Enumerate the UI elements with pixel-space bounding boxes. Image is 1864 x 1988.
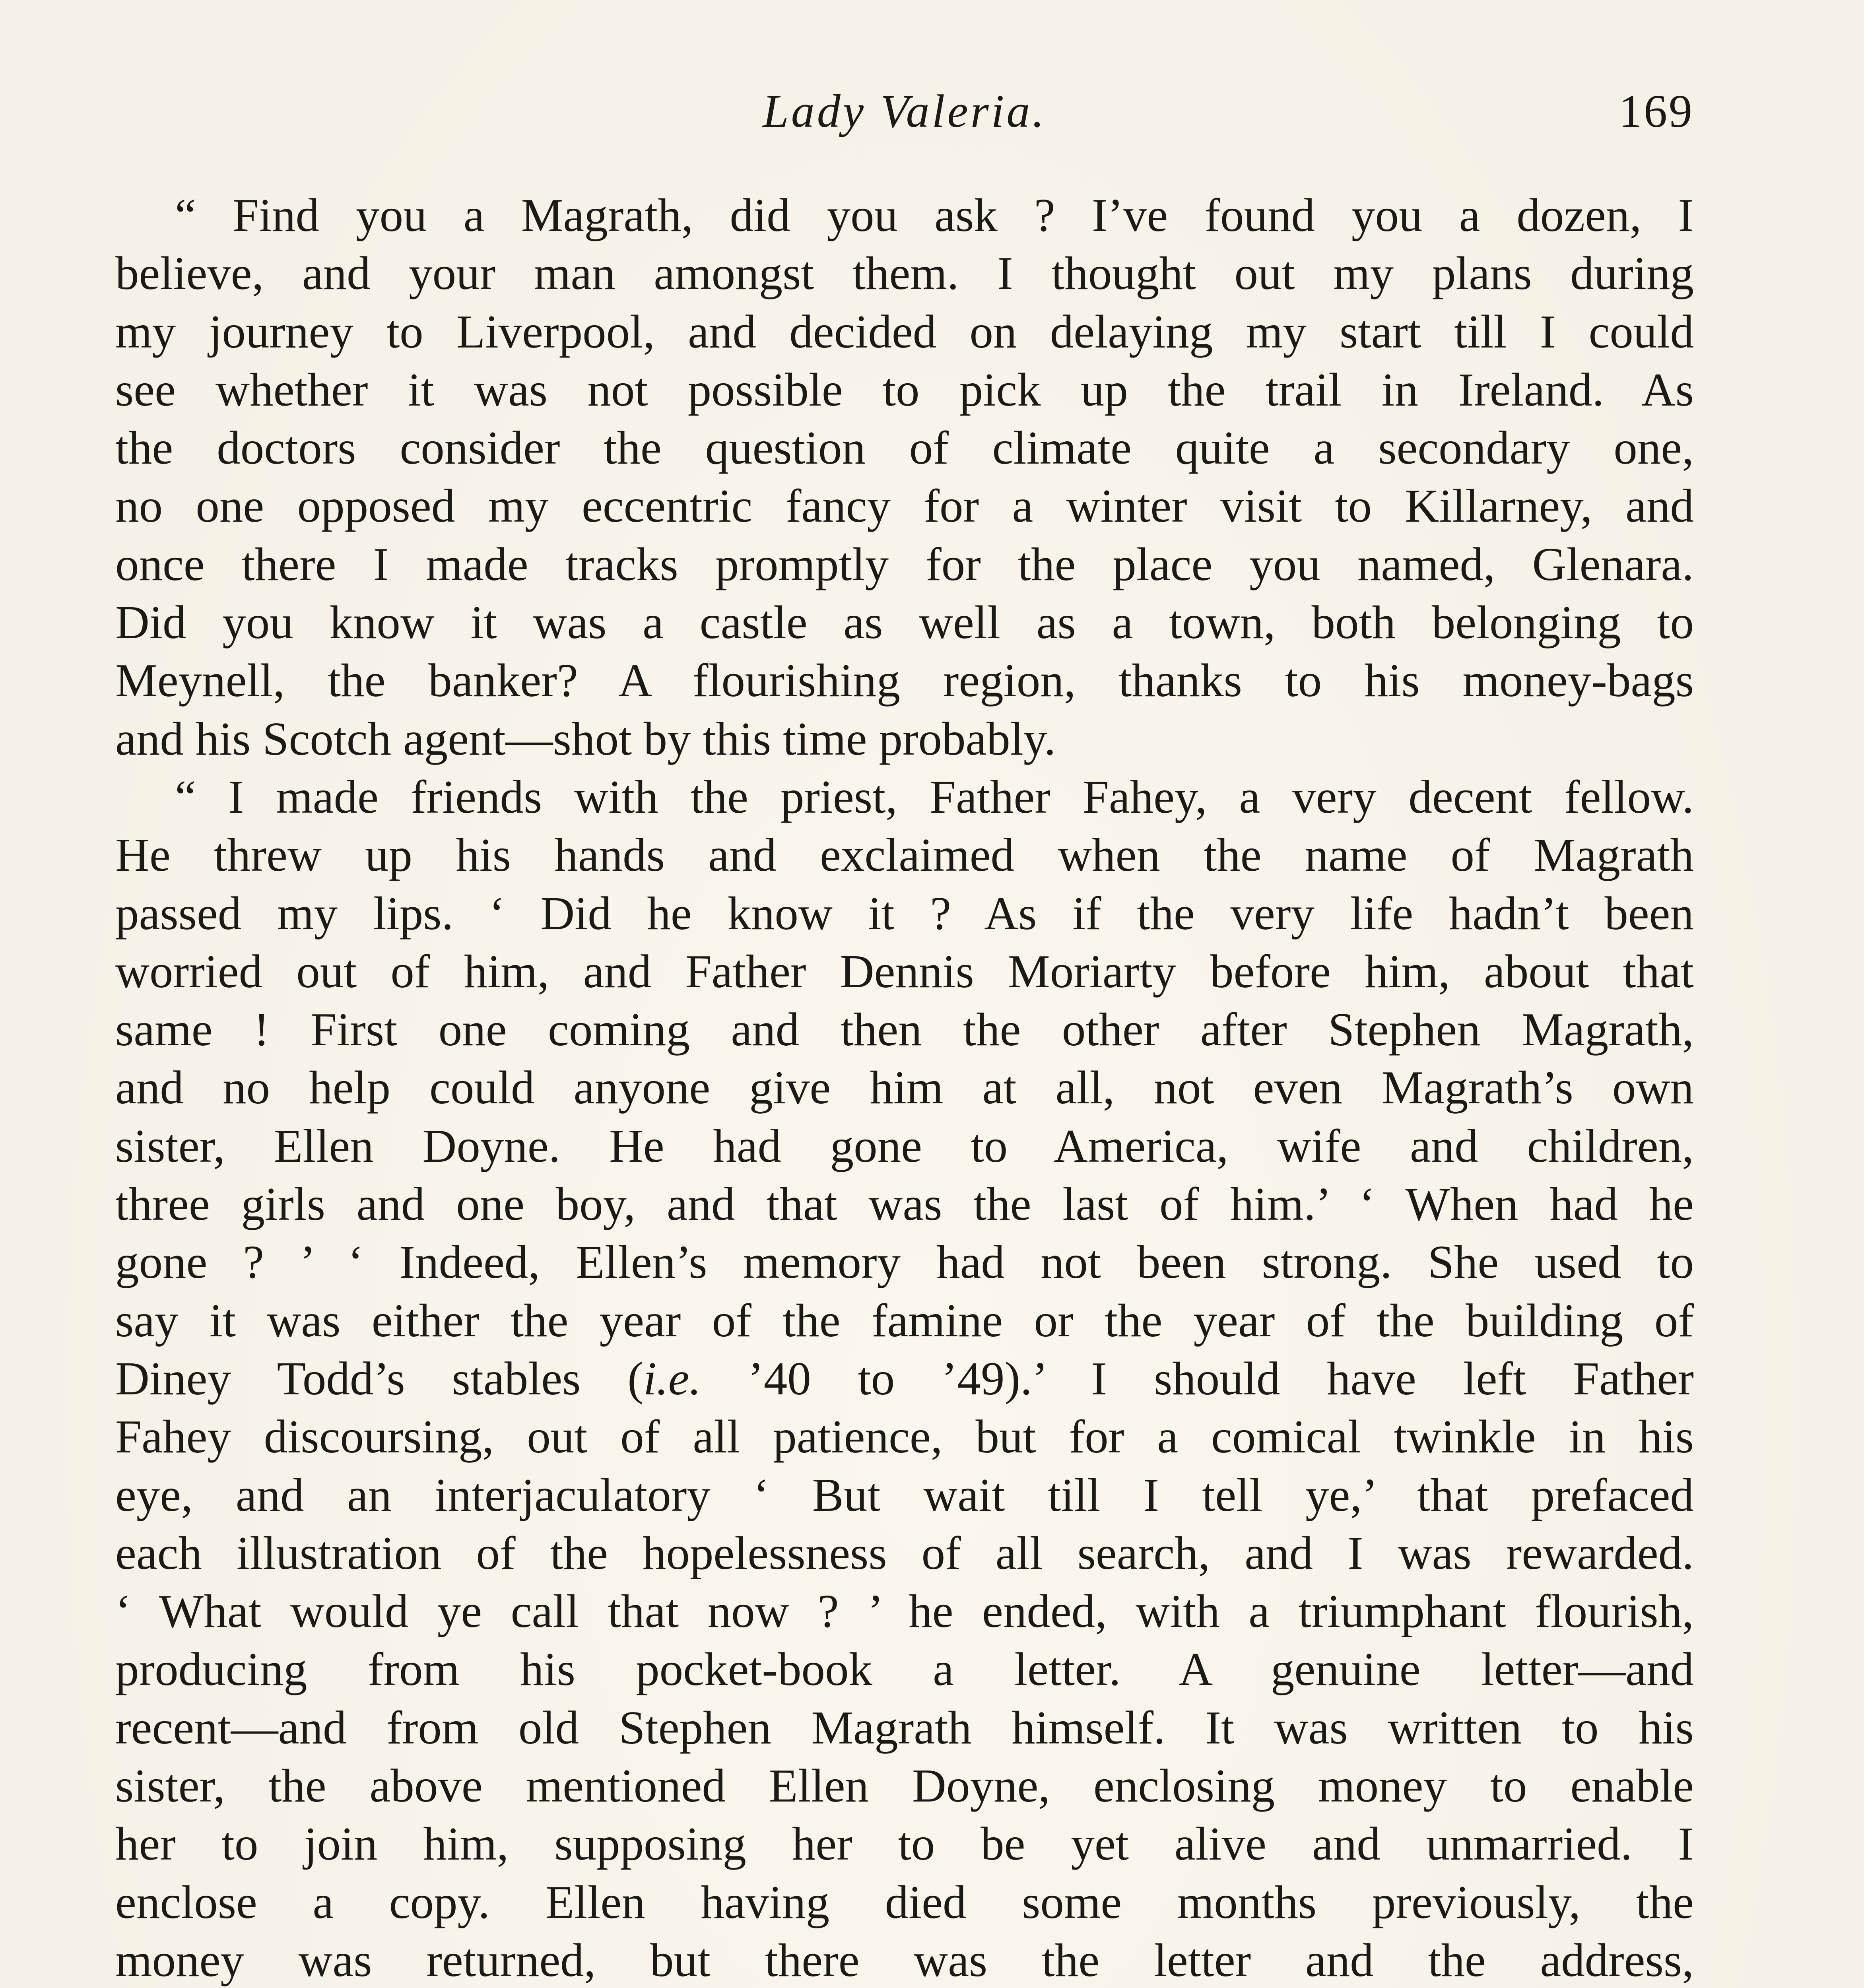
text-line: three girls and one boy, and that was the last of him.’ ‘ When had he [115, 1178, 1694, 1231]
page-number: 169 [1619, 85, 1694, 137]
text-line: my journey to Liverpool, and decided on delaying my start till I could [115, 305, 1694, 358]
text-line: worried out of him, and Father Dennis Moriarty before him, about that [115, 945, 1694, 998]
text-line: the doctors consider the question of climate quite a secondary one, [115, 421, 1694, 474]
text-line: and no help could anyone give him at all, not even Magrath’s own [115, 1061, 1694, 1114]
text-line: sister, Ellen Doyne. He had gone to America, wife and children, [115, 1119, 1694, 1172]
text-line: producing from his pocket-book a letter. A genuine letter—and [115, 1643, 1694, 1696]
text-line: same ! First one coming and then the other after Stephen Magrath, [115, 1003, 1694, 1056]
text-line: “ Find you a Magrath, did you ask ? I’ve found you a dozen, I [175, 189, 1694, 241]
text-line: each illustration of the hopelessness of all search, and I was rewarded. [115, 1526, 1694, 1579]
text-line: eye, and an interjaculatory ‘ But wait till I tell ye,’ that prefaced [115, 1468, 1694, 1521]
text-line: her to join him, supposing her to be yet alive and unmarried. I [115, 1817, 1694, 1870]
text-line: no one opposed my eccentric fancy for a winter visit to Killarney, and [115, 480, 1694, 532]
running-title: Lady Valeria. [763, 85, 1047, 137]
text-line: sister, the above mentioned Ellen Doyne, enclosing money to enable [115, 1759, 1694, 1812]
text-line: believe, and your man amongst them. I thought out my plans during [115, 247, 1694, 300]
text-line: Meynell, the banker? A flourishing region, thanks to his money-bags [115, 654, 1694, 707]
text-line: “ I made friends with the priest, Father Fahey, a very decent fellow. [175, 770, 1694, 823]
text-line: Fahey discoursing, out of all patience, but for a comical twinkle in his [115, 1410, 1694, 1463]
text-line: passed my lips. ‘ Did he know it ? As if the very life hadn’t been [115, 887, 1694, 940]
text-line: see whether it was not possible to pick up the trail in Ireland. As [115, 363, 1694, 416]
text-line: say it was either the year of the famine or the year of the building of [115, 1294, 1694, 1347]
text-line: Diney Todd’s stables (i.e. ’40 to ’49).’ I should have left Father [115, 1352, 1694, 1405]
text-line: recent—and from old Stephen Magrath himself. It was written to his [115, 1701, 1694, 1754]
text-line: gone ? ’ ‘ Indeed, Ellen’s memory had not been strong. She used to [115, 1236, 1694, 1289]
text-line: Did you know it was a castle as well as a town, both belonging to [115, 596, 1694, 649]
text-line: enclose a copy. Ellen having died some months previously, the [115, 1875, 1694, 1928]
text-line: once there I made tracks promptly for the place you named, Glenara. [115, 538, 1694, 590]
text-line: ‘ What would ye call that now ? ’ he ended, with a triumphant flourish, [115, 1585, 1694, 1638]
running-head [115, 80, 1694, 143]
text-line: money was returned, but there was the letter and the address, [115, 1934, 1694, 1986]
text-line: and his Scotch agent—shot by this time probably. [115, 712, 1056, 765]
body-text [115, 186, 1694, 1988]
text-line: He threw up his hands and exclaimed when the name of Magrath [115, 829, 1694, 881]
